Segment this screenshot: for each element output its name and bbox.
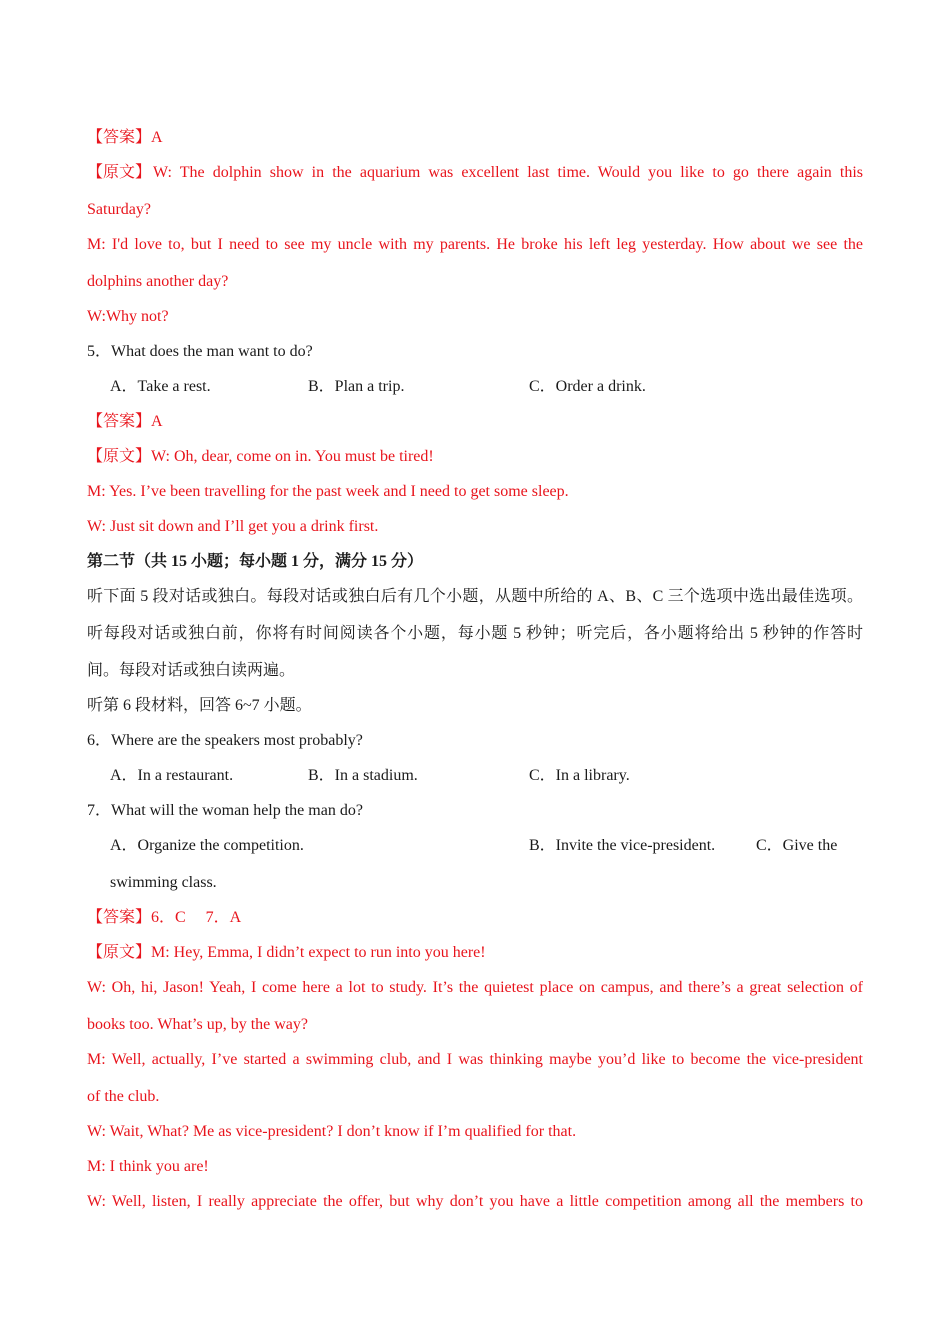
- original-text-4-line2: Saturday?: [87, 201, 151, 218]
- original-text-4-line1: [87, 162, 863, 184]
- section-2-heading: 第二节（共 15 小题；每小题 1 分，满分 15 分）: [87, 553, 424, 570]
- original-text-4-content: W: The dolphin show in the aquarium was excellent last time. Would you like to go there again this: [153, 164, 863, 181]
- question-7: 7．What will the woman help the man do?: [87, 802, 363, 819]
- question-6-option-a[interactable]: A．In a restaurant.: [110, 767, 234, 784]
- question-6: 6．Where are the speakers most probably?: [87, 732, 363, 749]
- original-text-6-7-line5: of the club.: [87, 1088, 160, 1105]
- original-text-6-7-line1: 【原文】M: Hey, Emma, I didn’t expect to run into you here!: [87, 944, 486, 961]
- question-7-option-c-continued: swimming class.: [110, 874, 217, 891]
- original-text-4-line3: M: I'd love to, but I need to see my uncle with my parents. He broke his left leg yesterday. How about we see the: [87, 236, 863, 253]
- question-5: 5．What does the man want to do?: [87, 343, 313, 360]
- answer-5: 【答案】A: [87, 413, 163, 430]
- instructions-line1: 听下面 5 段对话或独白。每段对话或独白后有几个小题，从题中所给的 A、B、C 三个选项中选出最佳选项。: [87, 588, 863, 605]
- question-6-option-c[interactable]: C．In a library.: [529, 767, 630, 784]
- original-tag: 【原文】: [87, 164, 152, 181]
- answer-6-7: 【答案】6．C 7．A: [87, 909, 242, 926]
- original-text-6-7-line4: M: Well, actually, I’ve started a swimming club, and I was thinking maybe you’d like to become the vice-president: [87, 1051, 863, 1068]
- original-text-4-line4: dolphins another day?: [87, 273, 229, 290]
- original-text-6-7-line8: W: Well, listen, I really appreciate the offer, but why don’t you have a little competition among all the members to: [87, 1193, 863, 1210]
- original-text-5-line3: W: Just sit down and I’ll get you a drink first.: [87, 518, 379, 535]
- instructions-line3: 间。每段对话或独白读两遍。: [87, 662, 296, 679]
- original-text-5-line1: 【原文】W: Oh, dear, come on in. You must be tired!: [87, 448, 434, 465]
- question-7-option-c[interactable]: C．Give the: [756, 837, 838, 854]
- question-5-option-c[interactable]: C．Order a drink.: [529, 378, 646, 395]
- original-text-4-line5: W:Why not?: [87, 308, 169, 325]
- question-7-option-b[interactable]: B．Invite the vice-president.: [529, 837, 716, 854]
- instructions-line4: 听第 6 段材料，回答 6~7 小题。: [87, 697, 312, 714]
- original-text-5-line2: M: Yes. I’ve been travelling for the past week and I need to get some sleep.: [87, 483, 569, 500]
- instructions-line2: 听每段对话或独白前，你将有时间阅读各个小题，每小题 5 秒钟；听完后，各小题将给出 5 秒钟的作答时: [87, 625, 863, 642]
- question-7-option-a[interactable]: A．Organize the competition.: [110, 837, 304, 854]
- question-5-option-a[interactable]: A．Take a rest.: [110, 378, 211, 395]
- original-text-6-7-line6: W: Wait, What? Me as vice-president? I don’t know if I’m qualified for that.: [87, 1123, 577, 1140]
- question-6-option-b[interactable]: B．In a stadium.: [308, 767, 418, 784]
- question-5-option-b[interactable]: B．Plan a trip.: [308, 378, 405, 395]
- original-text-6-7-line7: M: I think you are!: [87, 1158, 209, 1175]
- original-text-6-7-line2: W: Oh, hi, Jason! Yeah, I come here a lot to study. It’s the quietest place on campus, and there’s a great selection of: [87, 979, 863, 996]
- original-text-6-7-line3: books too. What’s up, by the way?: [87, 1016, 309, 1033]
- answer-4: 【答案】A: [87, 129, 163, 146]
